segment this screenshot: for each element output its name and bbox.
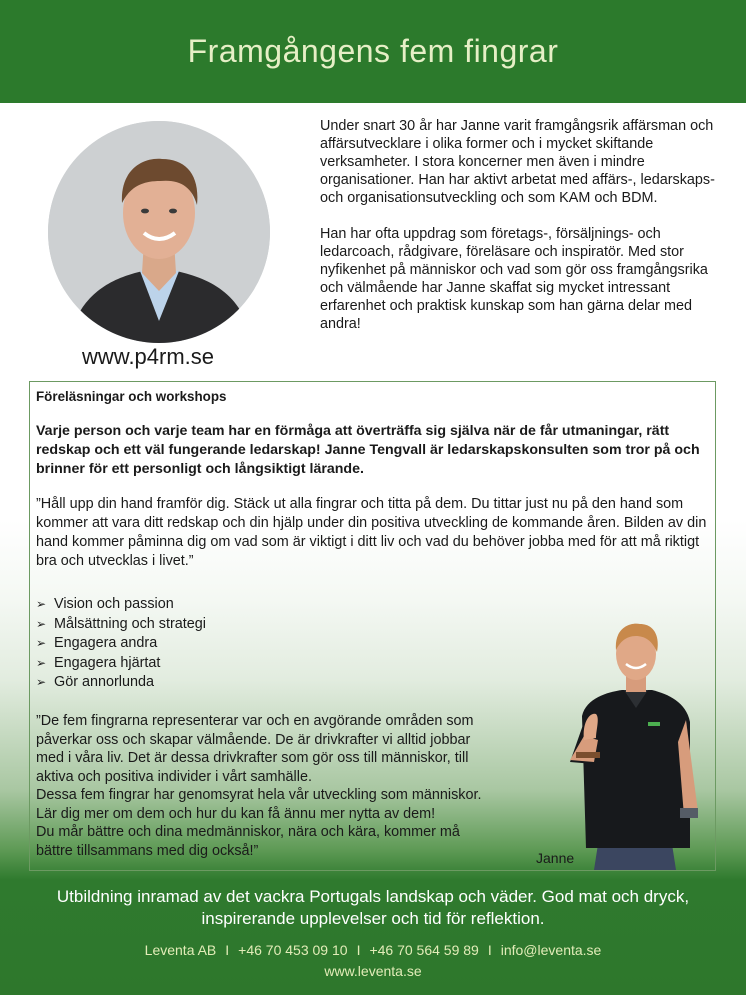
email-link[interactable]: info@leventa.se — [500, 942, 602, 958]
separator: I — [487, 942, 492, 958]
signature: Janne — [536, 850, 575, 866]
thumbs-up-photo — [560, 612, 710, 870]
quote-line: påverkar oss och skapar välmående. De är drivkrafter vi alltid jobbar — [36, 731, 471, 748]
list-item: ➢ Engagera andra — [36, 634, 206, 654]
list-item: ➢ Målsättning och strategi — [36, 615, 206, 635]
arrow-bullet-icon: ➢ — [36, 636, 47, 650]
footer-website[interactable]: www.leventa.se — [324, 963, 422, 979]
arrow-bullet-icon: ➢ — [36, 597, 47, 611]
quote-line: Du mår bättre och dina medmänniskor, nära och kära, kommer må — [36, 824, 460, 840]
workshop-heading: Föreläsningar och workshops — [36, 389, 227, 404]
intro-text — [320, 117, 720, 351]
list-item: ➢ Engagera hjärtat — [36, 654, 206, 674]
list-item: ➢ Gör annorlunda — [36, 673, 206, 693]
five-fingers-list — [36, 595, 206, 693]
portrait-photo — [48, 121, 270, 343]
arrow-bullet-icon: ➢ — [36, 655, 47, 670]
quote-line: Lär dig mer om dem och hur du kan få ännu mer nytta av dem! — [36, 805, 436, 822]
phone-link[interactable]: +46 70 453 09 10 — [238, 942, 348, 958]
intro-paragraph: Under snart 30 år har Janne varit framgångsrik affärsman och affärsutvecklare i olika former och i mycket skiftande verksamheter. I stora koncerner men även i mindre organisationer. Han har aktivt arbetat med affärs-, ledarskaps- och organisationsutveckling och som KAM och BDM. — [320, 118, 715, 206]
arrow-bullet-icon: ➢ — [36, 616, 47, 631]
intro-paragraph: Han har ofta uppdrag som företags-, försäljnings- och ledarcoach, rådgivare, föreläsare och inspiratör. Med stor nyfikenhet på människor och vad som gör oss framgångsrika och välmående har Janne skaffat sig mycket intressant erfarenhet och praktisk kunskap som han gärna delar med andra! — [320, 226, 708, 332]
quote-line: Dessa fem fingrar har genomsyrat hela vår utveckling som människor. — [36, 787, 482, 803]
page-header — [0, 0, 746, 103]
profile-website[interactable]: www.p4rm.se — [82, 344, 215, 369]
fingers-quote — [36, 712, 536, 860]
arrow-bullet-icon: ➢ — [36, 675, 47, 689]
page-title: Framgångens fem fingrar — [187, 33, 559, 69]
workshop-lead: Varje person och varje team har en förmåga att överträffa sig själva när de får utmaningar, rätt redskap och ett väl fungerande ledarskap! Janne Tengvall är ledarskapskonsulten som tror på och brinner för ett personligt och långsiktigt lärande. — [36, 423, 700, 477]
quote-line: aktiva och positiva individer i vårt samhälle. — [36, 768, 312, 785]
separator: I — [356, 942, 361, 958]
quote-line: med i våra liv. Det är dessa drivkrafter som gör oss till människor, till — [36, 750, 469, 766]
company-name: Leventa AB — [144, 942, 217, 958]
separator: I — [225, 942, 230, 958]
quote-line: bättre tillsammans med dig också!” — [36, 842, 259, 859]
phone-link[interactable]: +46 70 564 59 89 — [369, 942, 479, 958]
quote-line: ”De fem fingrarna representerar var och en avgörande områden som — [36, 713, 474, 729]
footer-contact — [0, 942, 746, 958]
footer-tagline: Utbildning inramad av det vackra Portugals landskap och väder. God mat och dryck, inspirerande upplevelser och tid för reflektion. — [56, 887, 690, 928]
list-item: ➢ Vision och passion — [36, 595, 206, 615]
hand-quote: ”Håll upp din hand framför dig. Stäck ut alla fingrar och titta på dem. Du tittar just nu på den hand som kommer att vara ditt redskap och din hjälp under din positiva utveckling de kommande åren. Bilden av din hand kommer påminna dig om vad som är viktigt i ditt liv och vad du behöver jobba med för att må riktigt bra och utvecklas i livet.” — [36, 496, 707, 569]
